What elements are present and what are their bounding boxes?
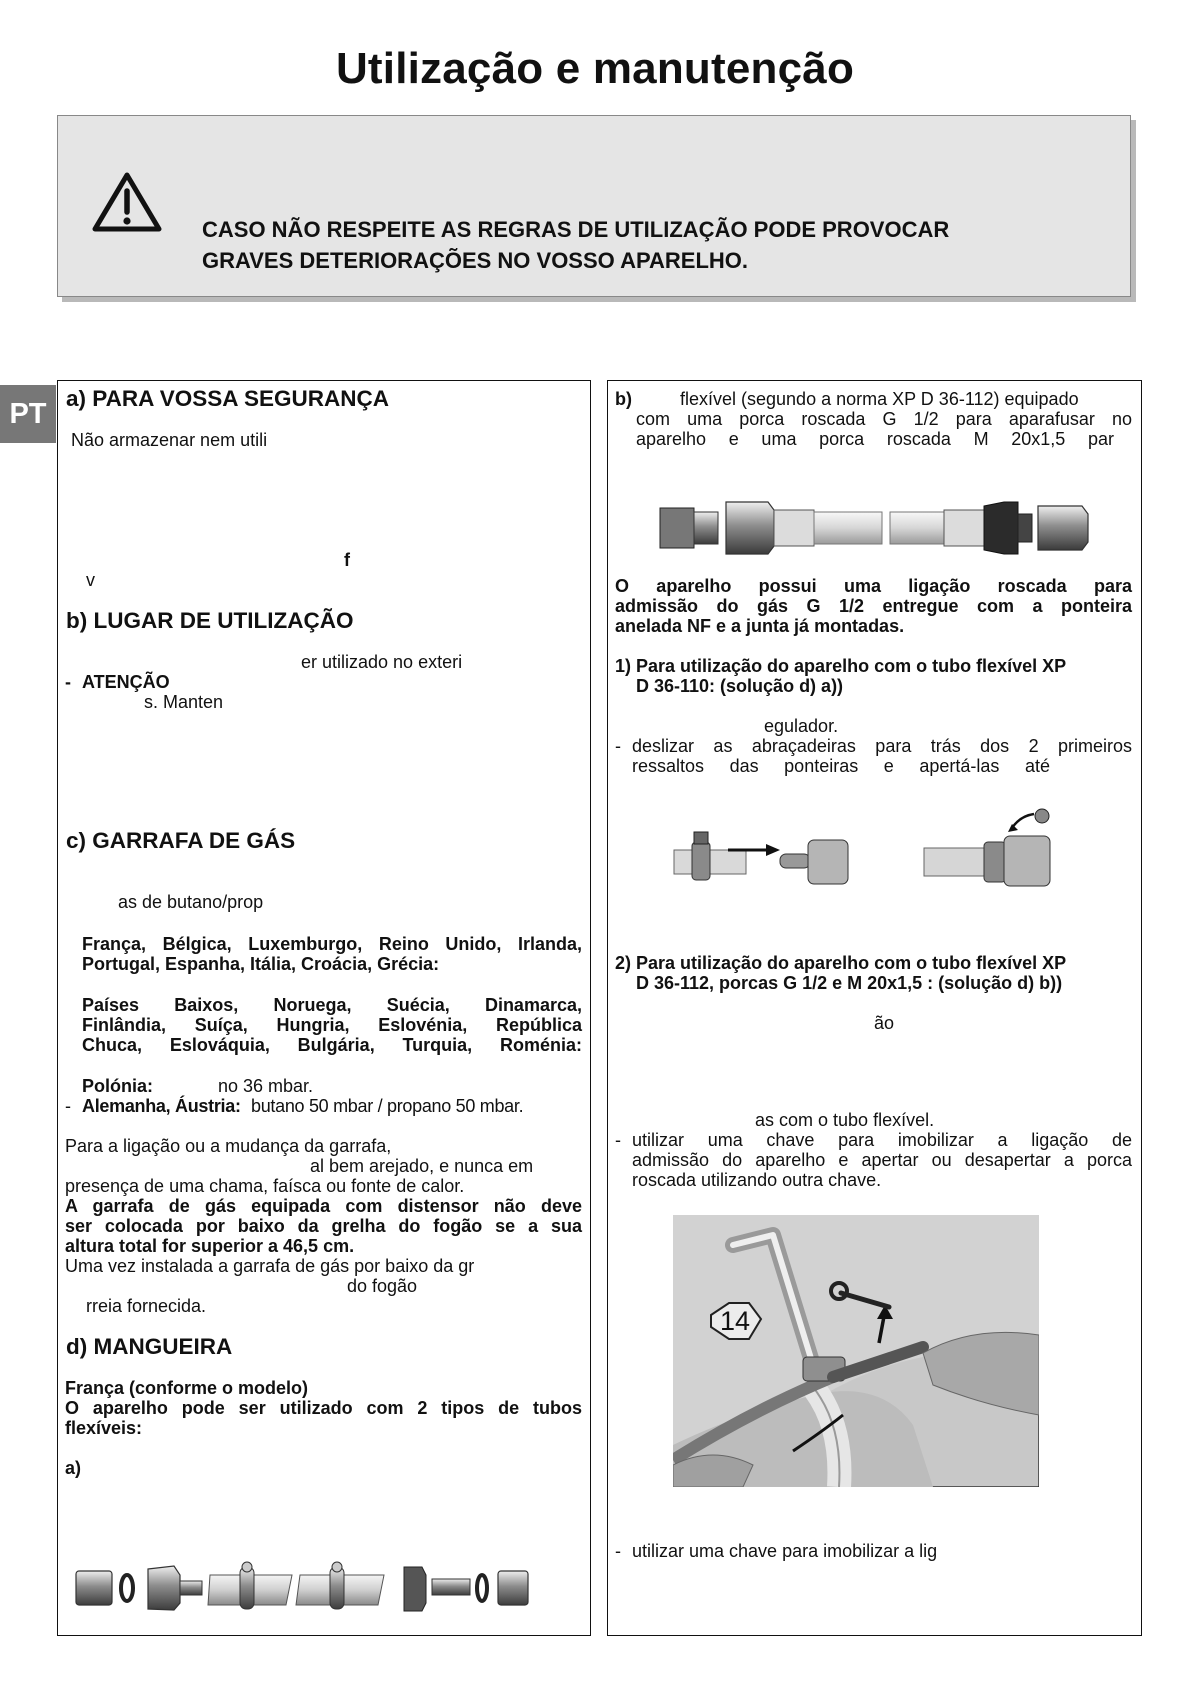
gas-warning-line-1: A garrafa de gás equipada com distensor não deve [65,1196,582,1216]
fragment-v: v [86,570,95,590]
page-title: Utilização e manutenção [335,44,855,93]
section-b-label: b) [615,389,632,409]
connection-line-3: anelada NF e a junta já montadas. [615,616,905,636]
step-2-bullet-line-3: roscada utilizando outra chave. [632,1170,882,1190]
flexivel-line-2: com uma porca roscada G 1/2 para aparafusar no [636,409,1132,429]
hose-kit-b-image [652,496,1122,558]
countries-line-2: Portugal, Espanha, Itália, Croácia, Grécia: [82,954,440,974]
section-d-line-1: O aparelho pode ser utilizado com 2 tipos de tubos [65,1398,582,1418]
last-line: utilizar uma chave para imobilizar a lig [632,1541,938,1561]
section-d-line-2: flexíveis: [65,1418,143,1438]
countries-line-5: Chuca, Eslováquia, Bulgária, Turquia, Roménia: [82,1035,582,1055]
germany-value: butano 50 mbar / propano 50 mbar. [251,1096,524,1116]
section-d-heading: d) MANGUEIRA [66,1334,233,1359]
step-1-fragment: egulador. [764,716,839,736]
step-1-dash: - [615,736,621,756]
warning-box [57,115,1131,297]
last-dash: - [615,1541,621,1561]
left-column [57,380,591,1636]
step-2-fragment-2: as com o tubo flexível. [755,1110,935,1130]
gas-paragraph-line-2: al bem arejado, e nunca em [310,1156,534,1176]
gas-paragraph-line-3: presença de uma chama, faísca ou fonte de calor. [65,1176,465,1196]
section-d-a: a) [65,1458,82,1478]
step-2-bullet-line-1: utilizar uma chave para imobilizar a ligação de [632,1130,1132,1150]
germany-label: Alemanha, Áustria: [82,1096,241,1116]
wrench-photo [673,1215,1039,1487]
section-b-dash: - [65,672,71,692]
section-b-atencao: ATENÇÃO [82,672,170,692]
right-column [607,380,1142,1636]
warning-text [202,214,949,276]
fragment-f: f [344,550,350,570]
clamp-illustration [668,806,1108,902]
hose-kit-a-image [68,1553,582,1613]
section-c-fragment-1: as de butano/prop [118,892,264,912]
flexivel-line-3: aparelho e uma porca roscada M 20x1,5 par [636,429,1114,449]
step-1-line-1: 1) Para utilização do aparelho com o tubo flexível XP [615,656,1067,676]
step-2-dash: - [615,1130,621,1150]
step-2-fragment: ão [874,1013,895,1033]
poland-value: no 36 mbar. [218,1076,314,1096]
language-tab: PT [0,385,56,443]
countries-line-4: Finlândia, Suíça, Hungria, Eslovénia, República [82,1015,582,1035]
gas-paragraph-2-line-3: rreia fornecida. [86,1296,207,1316]
step-1-bullet-line-1: deslizar as abraçadeiras para trás dos 2 primeiros [632,736,1132,756]
section-d-france: França (conforme o modelo) [65,1378,309,1398]
gas-paragraph-2-line-2: do fogão [347,1276,418,1296]
connection-line-1: O aparelho possui uma ligação roscada para [615,576,1132,596]
germany-dash: - [65,1096,71,1116]
section-b-heading: b) LUGAR DE UTILIZAÇÃO [66,608,354,633]
step-2-bullet-line-2: admissão do aparelho e apertar ou desapertar a porca [632,1150,1132,1170]
step-2-line-1: 2) Para utilização do aparelho com o tubo flexível XP [615,953,1067,973]
gas-paragraph-line-1: Para a ligação ou a mudança da garrafa, [65,1136,392,1156]
gas-warning-line-2: ser colocada por baixo da grelha do fogão se a sua [65,1216,582,1236]
photo-label: 14 [719,1306,751,1336]
section-c-heading: c) GARRAFA DE GÁS [66,828,296,853]
step-2-line-2: D 36-112, porcas G 1/2 e M 20x1,5 : (solução d) b)) [636,973,1063,993]
warning-line-1: CASO NÃO RESPEITE AS REGRAS DE UTILIZAÇÃO PODE PROVOCAR [202,217,950,242]
section-a-text: Não armazenar nem utili [71,430,268,450]
gas-warning-line-3: altura total for superior a 46,5 cm. [65,1236,355,1256]
poland-label: Polónia: [82,1076,153,1096]
section-b-fragment-2: s. Manten [144,692,224,712]
warning-triangle-icon [92,171,162,233]
countries-line-1: França, Bélgica, Luxemburgo, Reino Unido, Irlanda, [82,934,582,954]
section-b-fragment-1: er utilizado no exteri [301,652,463,672]
gas-paragraph-2-line-1: Uma vez instalada a garrafa de gás por baixo da gr [65,1256,475,1276]
section-a-heading: a) PARA VOSSA SEGURANÇA [66,386,389,411]
step-1-line-2: D 36-110: (solução d) a)) [636,676,844,696]
step-1-bullet-line-2: ressaltos das ponteiras e apertá-las até [632,756,1050,776]
warning-line-2: GRAVES DETERIORAÇÕES NO VOSSO APARELHO. [202,248,748,273]
flexivel-line-1: flexível (segundo a norma XP D 36-112) equipado [680,389,1079,409]
countries-line-3: Países Baixos, Noruega, Suécia, Dinamarca, [82,995,582,1015]
connection-line-2: admissão do gás G 1/2 entregue com a ponteira [615,596,1132,616]
